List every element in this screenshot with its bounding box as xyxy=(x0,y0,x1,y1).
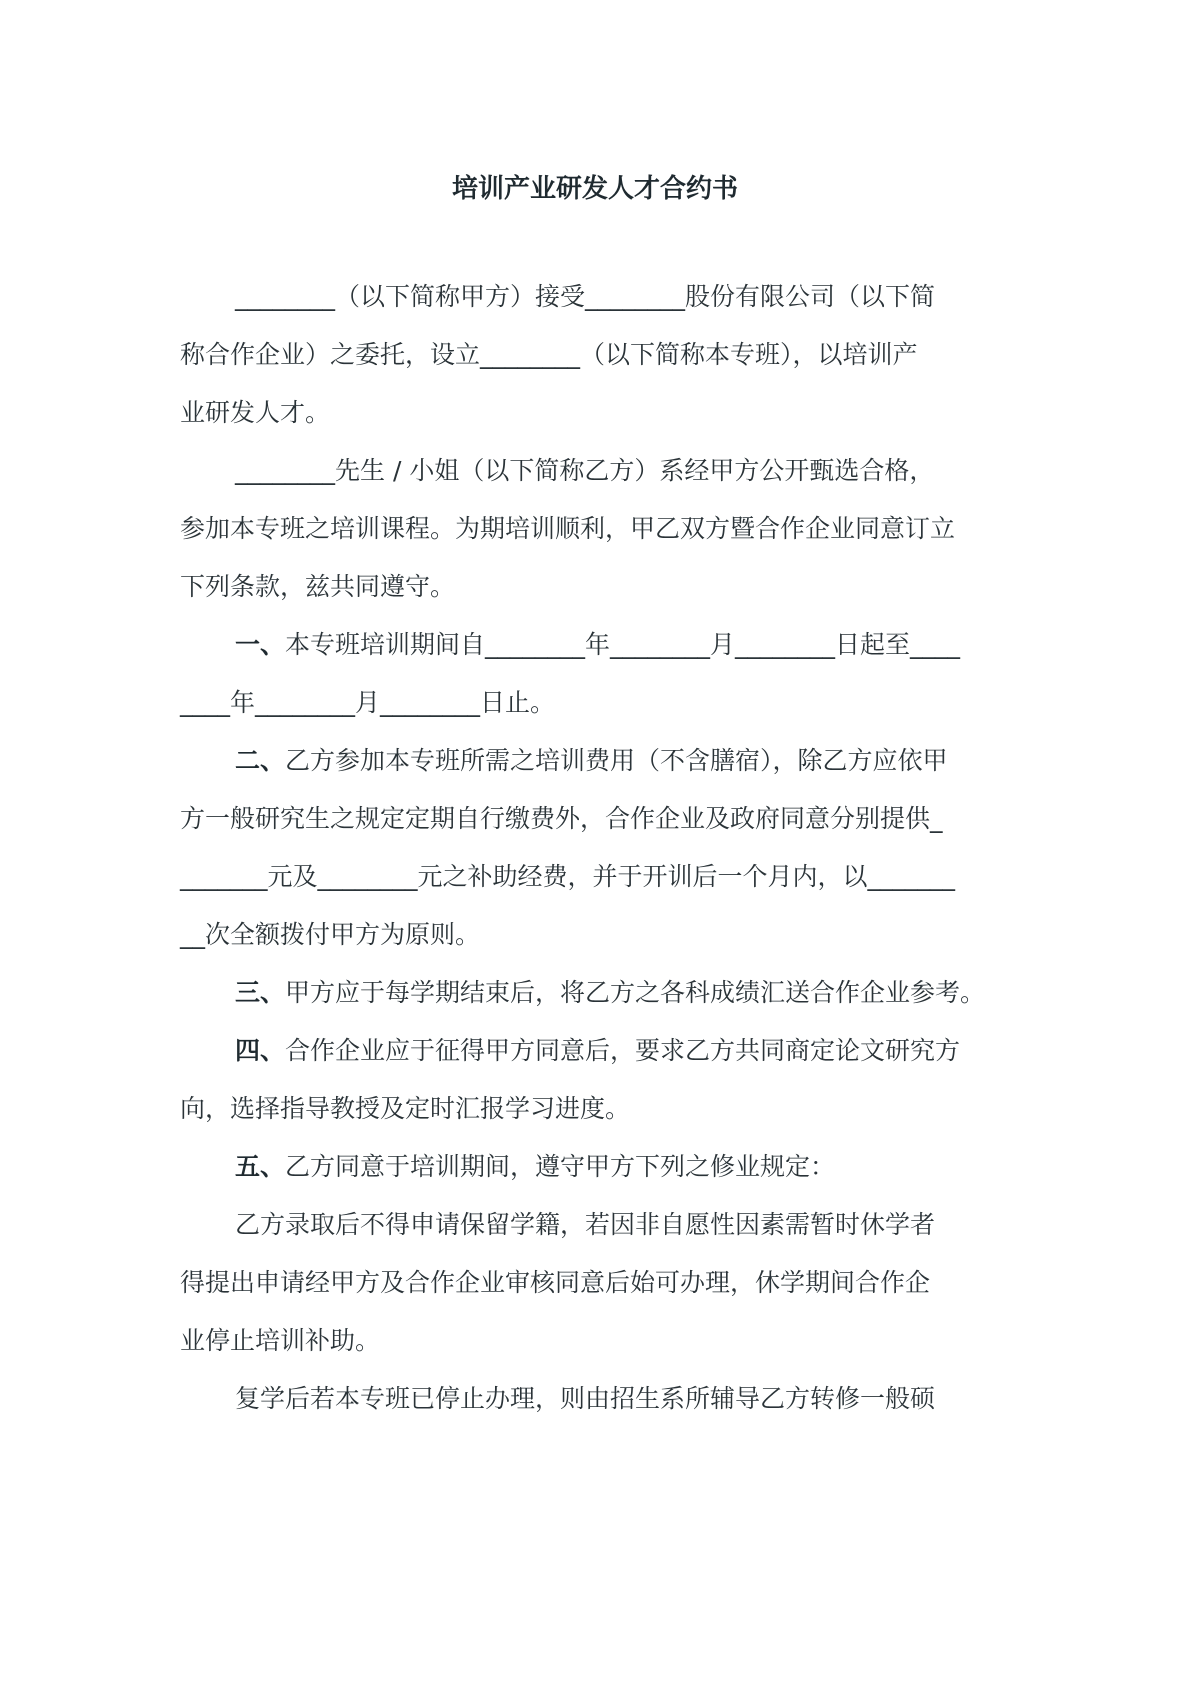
paragraph-line xyxy=(235,451,1075,491)
line-text: ________先生 / 小姐（以下简称乙方）系经甲方公开甄选合格， xyxy=(235,456,935,485)
line-text: 得提出申请经甲方及合作企业审核同意后始可办理，休学期间合作企 xyxy=(180,1268,931,1297)
paragraph-line xyxy=(180,509,1020,549)
paragraph-line xyxy=(180,799,1020,839)
line-text: 乙方参加本专班所需之培训费用（不含膳宿），除乙方应依甲 xyxy=(285,746,948,775)
paragraph-line xyxy=(180,567,1020,607)
paragraph-line xyxy=(180,1089,1020,1129)
clause-number: 三、 xyxy=(235,978,286,1007)
clause-line xyxy=(235,973,1075,1013)
line-text: 参加本专班之培训课程。为期培训顺利，甲乙双方暨合作企业同意订立 xyxy=(180,514,956,543)
paragraph-line xyxy=(235,1205,1075,1245)
line-text: 向，选择指导教授及定时汇报学习进度。 xyxy=(180,1094,631,1123)
paragraph-line xyxy=(180,683,1020,723)
paragraph-line xyxy=(180,1321,1020,1361)
paragraph-line xyxy=(180,335,1020,375)
line-text: 方一般研究生之规定定期自行缴费外，合作企业及政府同意分别提供_ xyxy=(180,804,943,833)
line-text: 业研发人才。 xyxy=(180,398,331,427)
paragraph-line xyxy=(235,277,1075,317)
paragraph-line xyxy=(180,393,1020,433)
clause-number: 二、 xyxy=(235,746,286,775)
clause-number: 四、 xyxy=(235,1036,286,1065)
line-text: 下列条款，兹共同遵守。 xyxy=(180,572,456,601)
line-text: _______元及________元之补助经费，并于开训后一个月内，以_______ xyxy=(180,862,956,891)
line-text: 合作企业应于征得甲方同意后，要求乙方共同商定论文研究方 xyxy=(285,1036,961,1065)
line-text: ____年________月________日止。 xyxy=(180,688,556,717)
line-text: 本专班培训期间自________年________月________日起至____ xyxy=(285,630,961,659)
clause-line xyxy=(235,1031,1075,1071)
clause-number: 一、 xyxy=(235,630,286,659)
line-text: ________（以下简称甲方）接受________股份有限公司（以下简 xyxy=(235,282,936,311)
clause-line xyxy=(235,741,1075,781)
paragraph-line xyxy=(180,1263,1020,1303)
paragraph-line xyxy=(235,1379,1075,1419)
line-text: 称合作企业）之委托，设立________（以下简称本专班），以培训产 xyxy=(180,340,918,369)
paragraph-line xyxy=(180,857,1020,897)
line-text: 业停止培训补助。 xyxy=(180,1326,381,1355)
line-text: 甲方应于每学期结束后，将乙方之各科成绩汇送合作企业参考。 xyxy=(285,978,986,1007)
line-text: 乙方同意于培训期间，遵守甲方下列之修业规定： xyxy=(285,1152,836,1181)
clause-line xyxy=(235,625,1075,665)
line-text: 乙方录取后不得申请保留学籍，若因非自愿性因素需暂时休学者 xyxy=(235,1210,936,1239)
clause-number: 五、 xyxy=(235,1152,286,1181)
line-text: __次全额拨付甲方为原则。 xyxy=(180,920,481,949)
clause-line xyxy=(235,1147,1075,1187)
document-title: 培训产业研发人才合约书 xyxy=(451,174,738,204)
line-text: 复学后若本专班已停止办理，则由招生系所辅导乙方转修一般硕 xyxy=(235,1384,936,1413)
paragraph-line xyxy=(180,915,1020,955)
